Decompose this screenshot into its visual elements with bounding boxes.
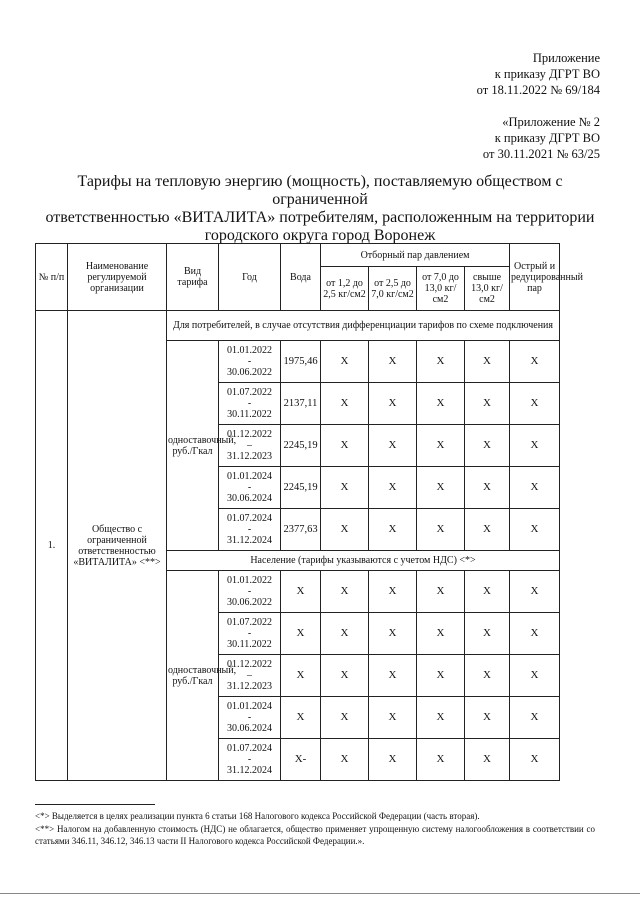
steam-value: Х — [417, 655, 465, 697]
header-year: Год — [219, 244, 281, 311]
steam-value: Х — [369, 467, 417, 509]
row-number: 1. — [36, 311, 68, 781]
water-value: Х — [281, 571, 321, 613]
period-start: 01.07.2022 — [227, 617, 272, 628]
water-value: 1975,46 — [281, 341, 321, 383]
steam-value: Х — [369, 383, 417, 425]
period-cell — [219, 467, 281, 509]
title-line: ответственностью «ВИТАЛИТА» потребителям, расположенным на территории — [45, 209, 595, 226]
steam-value: Х — [321, 697, 369, 739]
period-dash: - — [247, 628, 252, 639]
period-end: 31.12.2024 — [227, 765, 272, 776]
sharp-steam-value: Х — [510, 467, 560, 509]
steam-value: Х — [321, 425, 369, 467]
period-start: 01.07.2024 — [227, 513, 272, 524]
sharp-steam-value: Х — [510, 509, 560, 551]
period-end: 31.12.2024 — [227, 535, 272, 546]
period-dash: - — [247, 482, 252, 493]
title-line: Тарифы на тепловую энергию (мощность), поставляемую обществом с ограниченной — [77, 173, 563, 208]
period-dash: – — [247, 440, 252, 451]
steam-value: Х — [417, 341, 465, 383]
period-start: 01.01.2024 — [227, 701, 272, 712]
steam-value: Х — [465, 613, 510, 655]
sharp-steam-value: Х — [510, 655, 560, 697]
title-line: городского округа город Воронеж — [204, 227, 436, 244]
steam-value: Х — [369, 425, 417, 467]
water-value: 2245,19 — [281, 467, 321, 509]
steam-value: Х — [465, 571, 510, 613]
period-end: 30.06.2024 — [227, 723, 272, 734]
period-cell — [219, 383, 281, 425]
footnote-divider — [35, 804, 155, 805]
period-cell — [219, 571, 281, 613]
period-start: 01.12.2022 — [227, 429, 272, 440]
period-end: 30.11.2022 — [227, 409, 272, 420]
steam-value: Х — [369, 571, 417, 613]
steam-value: Х — [417, 613, 465, 655]
steam-value: Х — [321, 383, 369, 425]
footnote-vat: <*> Выделяется в целях реализации пункта 6 статьи 168 Налогового кодекса Российской Федерации (часть вторая). — [35, 811, 480, 821]
period-start: 01.01.2022 — [227, 575, 272, 586]
steam-value: Х — [417, 571, 465, 613]
steam-value: Х — [465, 509, 510, 551]
water-value: Х — [281, 655, 321, 697]
period-dash: - — [247, 754, 252, 765]
steam-value: Х — [465, 383, 510, 425]
document-title — [30, 173, 610, 245]
steam-value: Х — [465, 467, 510, 509]
steam-value: Х — [417, 467, 465, 509]
period-cell — [219, 655, 281, 697]
header-steam-col: от 1,2 до 2,5 кг/см2 — [321, 267, 369, 311]
sharp-steam-value: Х — [510, 613, 560, 655]
appendix-line: от 18.11.2022 № 69/184 — [476, 83, 600, 97]
group-caption: Для потребителей, в случае отсутствия дифференциации тарифов по схеме подключения — [167, 311, 560, 341]
steam-value: Х — [417, 697, 465, 739]
steam-value: Х — [417, 509, 465, 551]
period-dash: - — [247, 712, 252, 723]
period-start: 01.12.2022 — [227, 659, 272, 670]
water-value: Х — [281, 697, 321, 739]
steam-value: Х — [321, 613, 369, 655]
header-steam-col: от 7,0 до 13,0 кг/см2 — [417, 267, 465, 311]
period-end: 30.11.2022 — [227, 639, 272, 650]
steam-value: Х — [321, 509, 369, 551]
period-cell — [219, 613, 281, 655]
group-caption: Население (тарифы указываются с учетом НДС) <*> — [167, 551, 560, 571]
steam-value: Х — [465, 425, 510, 467]
steam-value: Х — [417, 383, 465, 425]
water-value: Х — [281, 613, 321, 655]
water-value: 2245,19 — [281, 425, 321, 467]
period-start: 01.01.2022 — [227, 345, 272, 356]
appendix-line: к приказу ДГРТ ВО — [494, 131, 600, 145]
steam-value: Х — [465, 341, 510, 383]
water-value: 2377,63 — [281, 509, 321, 551]
period-dash: - — [247, 586, 252, 597]
period-start: 01.07.2022 — [227, 387, 272, 398]
period-cell — [219, 509, 281, 551]
header-sharp-steam: Острый и редуцированный пар — [510, 244, 560, 311]
steam-value: Х — [321, 655, 369, 697]
appendix-2-header — [483, 114, 600, 162]
appendix-line: Приложение — [532, 51, 600, 65]
period-dash: - — [247, 356, 252, 367]
sharp-steam-value: Х — [510, 425, 560, 467]
sharp-steam-value: Х — [510, 383, 560, 425]
steam-value: Х — [369, 655, 417, 697]
period-end: 30.06.2022 — [227, 597, 272, 608]
period-start: 01.01.2024 — [227, 471, 272, 482]
steam-value: Х — [465, 697, 510, 739]
tariff-type: одноставочный, руб./Гкал — [167, 571, 219, 781]
steam-value: Х — [417, 425, 465, 467]
footnote-no-vat: <**> Налогом на добавленную стоимость (НДС) не облагается, общество применяет упрощенную систему налогообложения в соответствии со статьями 346.11, 346.12, 346.13 части II Налогового кодекса Российской Федерации.». — [35, 824, 595, 846]
header-water: Вода — [281, 244, 321, 311]
period-dash: - — [247, 398, 252, 409]
appendix-header — [477, 50, 600, 98]
appendix-line: «Приложение № 2 — [502, 115, 600, 129]
period-end: 31.12.2023 — [227, 681, 272, 692]
tariff-type: одноставочный, руб./Гкал — [167, 341, 219, 551]
steam-value: Х — [369, 341, 417, 383]
sharp-steam-value: Х — [510, 571, 560, 613]
steam-value: Х — [465, 739, 510, 781]
period-start: 01.07.2024 — [227, 743, 272, 754]
steam-value: Х — [465, 655, 510, 697]
organization-name: Общество с ограниченной ответственностью «ВИТАЛИТА» <**> — [68, 311, 167, 781]
sharp-steam-value: Х — [510, 739, 560, 781]
header-num: № п/п — [36, 244, 68, 311]
period-end: 31.12.2023 — [227, 451, 272, 462]
steam-value: Х — [369, 697, 417, 739]
sharp-steam-value: Х — [510, 341, 560, 383]
steam-value: Х — [417, 739, 465, 781]
tariff-table — [35, 243, 583, 781]
header-steam-group: Отборный пар давлением — [321, 244, 510, 267]
steam-value: Х — [321, 341, 369, 383]
period-dash: - — [247, 524, 252, 535]
appendix-line: от 30.11.2021 № 63/25 — [482, 147, 600, 161]
period-cell — [219, 739, 281, 781]
period-cell — [219, 425, 281, 467]
period-end: 30.06.2024 — [227, 493, 272, 504]
period-dash: – — [247, 670, 252, 681]
header-tariff-type: Вид тарифа — [167, 244, 219, 311]
water-value: Х- — [281, 739, 321, 781]
appendix-line: к приказу ДГРТ ВО — [494, 67, 600, 81]
water-value: 2137,11 — [281, 383, 321, 425]
period-end: 30.06.2022 — [227, 367, 272, 378]
steam-value: Х — [321, 739, 369, 781]
header-steam-col: от 2,5 до 7,0 кг/см2 — [369, 267, 417, 311]
steam-value: Х — [369, 509, 417, 551]
period-cell — [219, 697, 281, 739]
page-bottom-rule — [0, 893, 640, 894]
steam-value: Х — [369, 613, 417, 655]
header-org: Наименование регулируемой организации — [68, 244, 167, 311]
steam-value: Х — [321, 571, 369, 613]
steam-value: Х — [321, 467, 369, 509]
sharp-steam-value: Х — [510, 697, 560, 739]
header-steam-col: свыше 13,0 кг/см2 — [465, 267, 510, 311]
period-cell — [219, 341, 281, 383]
steam-value: Х — [369, 739, 417, 781]
